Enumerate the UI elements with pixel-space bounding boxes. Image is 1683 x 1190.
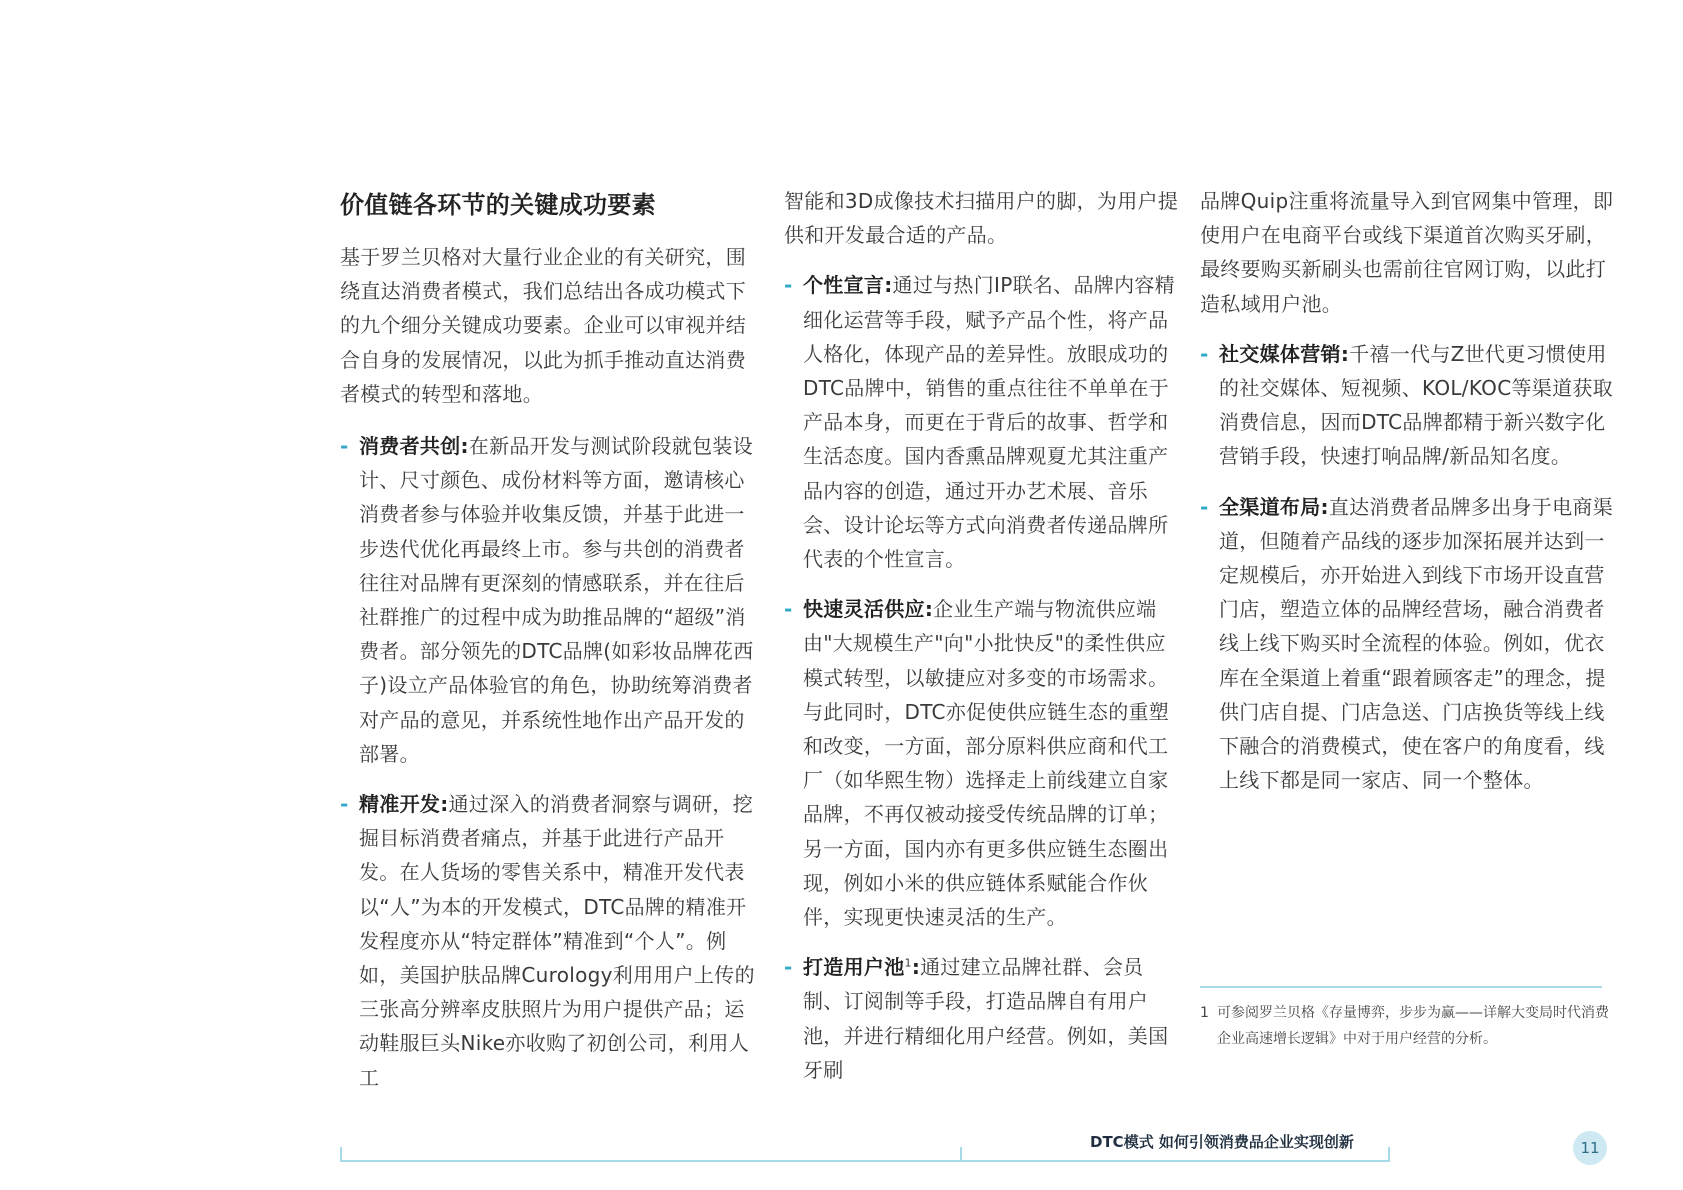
footnote-number: 1 bbox=[1200, 1005, 1209, 1021]
column-right bbox=[1200, 184, 1624, 797]
item-body-continued: 智能和3D成像技术扫描用户的脚，为用户提供和开发最合适的产品。 bbox=[784, 189, 1179, 248]
list-item-agile-supply bbox=[784, 592, 1184, 934]
footer-document-title: DTC模式 如何引领消费品企业实现创新 bbox=[1090, 1133, 1354, 1151]
item-term: 社交媒体营销 bbox=[1219, 341, 1341, 366]
bullet-dash: - bbox=[784, 273, 793, 298]
intro-paragraph: 基于罗兰贝格对大量行业企业的有关研究，围绕直达消费者模式，我们总结出各成功模式下的九个细分关键成功要素。企业可以审视并结合自身的发展情况，以此为抓手推动直达消费者模式的转型和落地。 bbox=[340, 245, 746, 406]
list-item-personality-manifesto bbox=[784, 268, 1184, 576]
item-term: 个性宣言 bbox=[803, 273, 885, 298]
item-term: 全渠道布局 bbox=[1219, 494, 1321, 519]
item-body: 通过深入的消费者洞察与调研，挖掘目标消费者痛点，并基于此进行产品开发。在人货场的零售关系中，精准开发代表以“人”为本的开发模式，DTC品牌的精准开发程度亦从“特定群体”精准到“个人”。例如，美国护肤品牌Curology利用用户上传的三张高分辨率皮肤照片为用户提供产品；运动鞋服巨头Nike亦收购了初创公司，利用人工 bbox=[359, 792, 755, 1090]
list-item-precise-development bbox=[340, 787, 764, 1095]
item-body: 在新品开发与测试阶段就包装设计、尺寸颜色、成份材料等方面，邀请核心消费者参与体验并收集反馈，并基于此进一步迭代优化再最终上市。参与共创的消费者往往对品牌有更深刻的情感联系，并在往后社群推广的过程中成为助推品牌的“超级”消费者。部分领先的DTC品牌(如彩妆品牌花西子)设立产品体验官的角色，协助统筹消费者对产品的意见，并系统性地作出产品开发的部署。 bbox=[359, 434, 754, 766]
list-item-consumer-cocreation bbox=[340, 429, 764, 771]
column-left bbox=[340, 190, 764, 1095]
item-term: 快速灵活供应 bbox=[803, 597, 925, 622]
item-body: 通过建立品牌社群、会员制、订阅制等手段，打造品牌自有用户池，并进行精细化用户经营。例如，美国牙刷 bbox=[803, 955, 1169, 1082]
item-term: 精准开发 bbox=[359, 792, 441, 817]
section-title: 价值链各环节的关键成功要素 bbox=[340, 191, 656, 219]
item-body-continued: 品牌Quip注重将流量导入到官网集中管理，即使用户在电商平台或线下渠道首次购买牙刷，最终要购买新刷头也需前往官网订购，以此打造私域用户池。 bbox=[1200, 189, 1614, 316]
item-separator: : bbox=[924, 597, 934, 622]
item-body: 直达消费者品牌多出身于电商渠道，但随着产品线的逐步加深拓展并达到一定规模后，亦开始进入到线下市场开设直营门店，塑造立体的品牌经营场，融合消费者线上线下购买时全流程的体验。例如，优衣库在全渠道上着重“跟着顾客走”的理念，提供门店自提、门店急送、门店换货等线上线下融合的消费模式，使在客户的角度看，线上线下都是同一家店、同一个整体。 bbox=[1219, 494, 1614, 793]
bullet-dash: - bbox=[340, 792, 349, 817]
item-body: 千禧一代与Z世代更习惯使用的社交媒体、短视频、KOL/KOC等渠道获取消费信息，因而DTC品牌都精于新兴数字化营销手段，快速打响品牌/新品知名度。 bbox=[1219, 341, 1613, 469]
item-term: 打造用户池 bbox=[803, 955, 905, 980]
footer-tick-middle bbox=[960, 1147, 962, 1162]
bullet-dash: - bbox=[1200, 341, 1209, 366]
bullet-dash: - bbox=[784, 955, 793, 980]
list-item-user-pool bbox=[784, 950, 1184, 1087]
page-number-badge: 11 bbox=[1573, 1131, 1607, 1165]
item-separator: : bbox=[460, 434, 469, 459]
list-item-social-media-marketing bbox=[1200, 337, 1624, 474]
footnote-reference: 1 bbox=[904, 956, 912, 970]
item-term: 消费者共创 bbox=[359, 434, 461, 459]
bullet-dash: - bbox=[784, 597, 793, 622]
footer-rule bbox=[340, 1160, 1390, 1162]
footnote bbox=[1200, 1000, 1610, 1052]
item-separator: : bbox=[911, 955, 921, 980]
item-separator: : bbox=[1340, 341, 1350, 366]
item-separator: : bbox=[884, 273, 893, 298]
footnote-divider bbox=[1200, 986, 1602, 988]
item-body: 通过与热门IP联名、品牌内容精细化运营等手段，赋予产品个性，将产品人格化，体现产品的差异性。放眼成功的DTC品牌中，销售的重点往往不单单在于产品本身，而更在于背后的故事、哲学和生活态度。国内香熏品牌观夏尤其注重产品内容的创造，通过开办艺术展、音乐会、设计论坛等方式向消费者传递品牌所代表的个性宣言。 bbox=[803, 273, 1175, 572]
footnote-text: 可参阅罗兰贝格《存量博弈，步步为赢——详解大变局时代消费企业高速增长逻辑》中对于用户经营的分析。 bbox=[1217, 1005, 1609, 1047]
item-body: 企业生产端与物流供应端由"大规模生产"向"小批快反"的柔性供应模式转型，以敏捷应对多变的市场需求。与此同时，DTC亦促使供应链生态的重塑和改变，一方面，部分原料供应商和代工厂（如华熙生物）选择走上前线建立自家品牌，不再仅被动接受传统品牌的订单；另一方面，国内亦有更多供应链生态圈出现，例如小米的供应链体系赋能合作伙伴，实现更快速灵活的生产。 bbox=[803, 597, 1170, 930]
item-separator: : bbox=[440, 792, 449, 817]
bullet-dash: - bbox=[340, 434, 349, 459]
bullet-dash: - bbox=[1200, 494, 1209, 519]
column-middle bbox=[784, 184, 1184, 1087]
footer-tick-left bbox=[340, 1147, 342, 1162]
item-separator: : bbox=[1320, 494, 1329, 519]
list-item-omnichannel bbox=[1200, 490, 1624, 798]
